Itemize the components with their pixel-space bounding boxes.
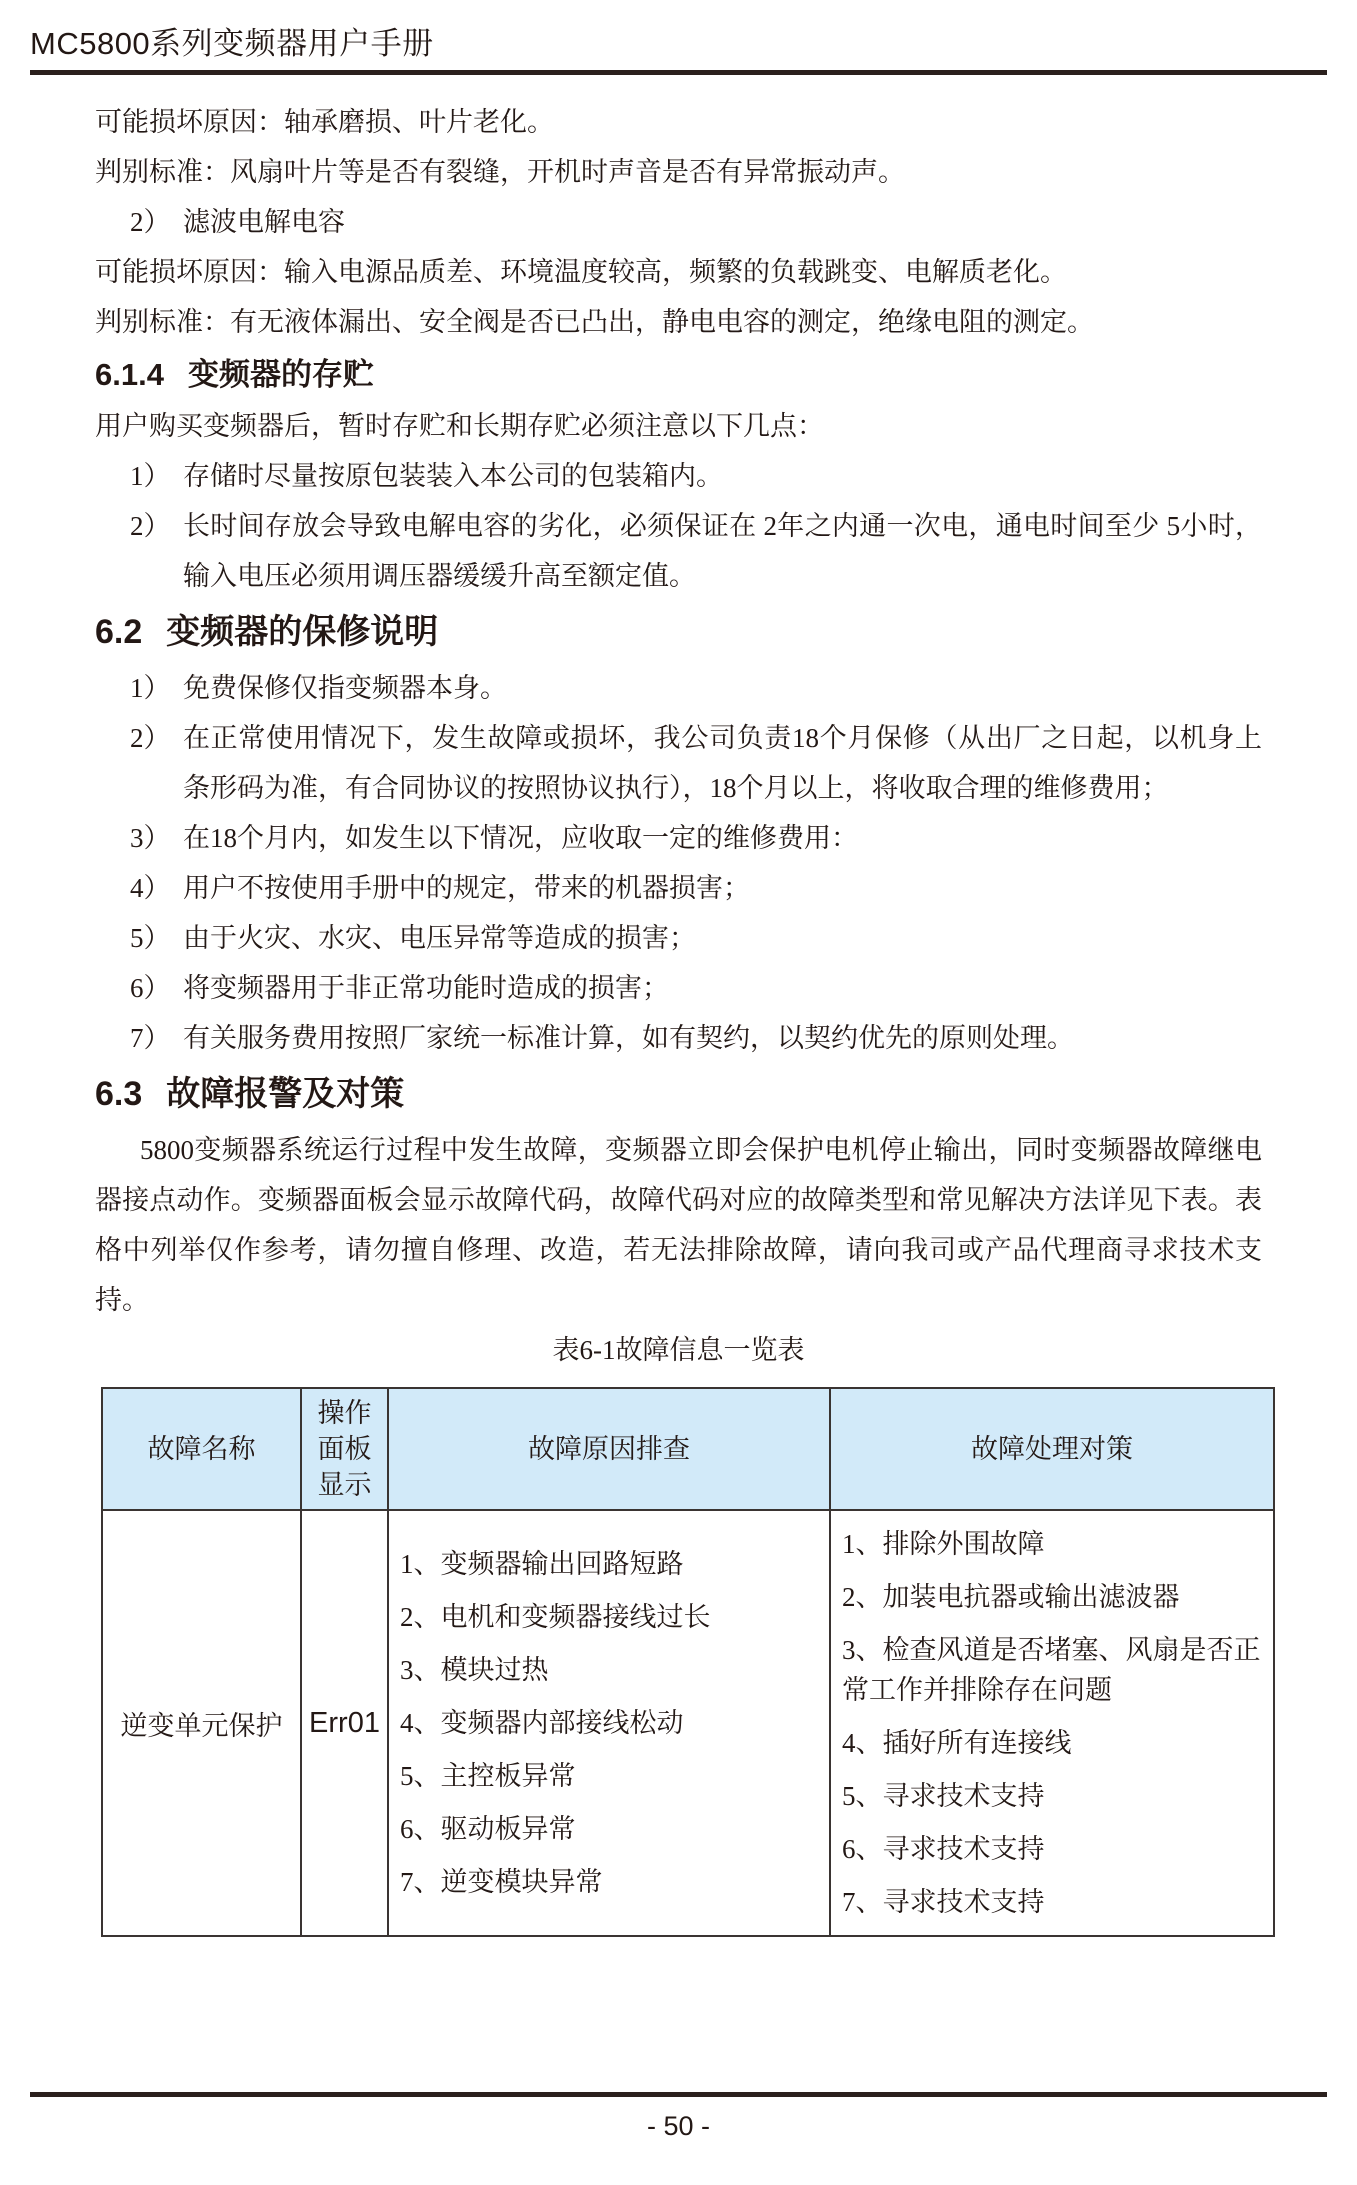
header-rule	[30, 70, 1327, 75]
list-item-warranty-5	[130, 913, 1262, 963]
list-item-number: 1）	[130, 461, 171, 491]
column-header-countermeasure: 故障处理对策	[830, 1388, 1274, 1510]
section-title: 故障报警及对策	[166, 1075, 405, 1113]
page-header	[0, 0, 1357, 64]
list-item-text: 长时间存放会导致电解电容的劣化，必须保证在 2年之内通一次电，通电时间至少 5小时，输入电压必须用调压器缓缓升高至额定值。	[183, 511, 1262, 591]
solution-item: 2、加装电抗器或输出滤波器	[842, 1582, 1180, 1612]
list-item-number: 6）	[130, 973, 171, 1003]
list-item-text: 滤波电解电容	[183, 207, 345, 237]
solution-item: 7、寻求技术支持	[842, 1887, 1045, 1917]
cause-item: 6、驱动板异常	[400, 1814, 576, 1844]
section-heading-6-1-4	[95, 355, 1262, 395]
list-item-warranty-1	[130, 663, 1262, 713]
solution-item: 6、寻求技术支持	[842, 1834, 1045, 1864]
list-item-storage-2	[130, 501, 1262, 601]
list-item-text: 在18个月内，如发生以下情况，应收取一定的维修费用：	[183, 823, 858, 853]
list-item-warranty-4	[130, 863, 1262, 913]
solution-item: 3、检查风道是否堵塞、风扇是否正常工作并排除存在问题	[842, 1635, 1261, 1705]
table-caption: 表6-1故障信息一览表	[552, 1335, 805, 1365]
section-title: 变频器的存贮	[187, 357, 374, 392]
cell-panel-display: Err01	[301, 1510, 388, 1936]
list-item-text: 存储时尽量按原包装装入本公司的包装箱内。	[183, 461, 723, 491]
list-item-warranty-6	[130, 963, 1262, 1013]
section-heading-6-2	[95, 609, 1262, 655]
fault-table-body	[102, 1510, 1274, 1936]
list-item-text: 在正常使用情况下，发生故障或损坏，我公司负责18个月保修（从出厂之日起，以机身上条形码为准，有合同协议的按照协议执行），18个月以上，将收取合理的维修费用；	[183, 723, 1262, 803]
cause-item: 7、逆变模块异常	[400, 1867, 603, 1897]
cause-item: 5、主控板异常	[400, 1761, 576, 1791]
column-header-cause-check: 故障原因排查	[388, 1388, 830, 1510]
list-item-text: 有关服务费用按照厂家统一标准计算，如有契约，以契约优先的原则处理。	[183, 1023, 1074, 1053]
section-heading-6-3	[95, 1071, 1262, 1117]
section-title: 变频器的保修说明	[166, 613, 439, 651]
section-number: 6.2	[95, 613, 143, 651]
list-item-number: 2）	[130, 207, 171, 237]
list-item-number: 5）	[130, 923, 171, 953]
section-number: 6.1.4	[95, 357, 164, 392]
list-item-warranty-2	[130, 713, 1262, 813]
cell-fault-name: 逆变单元保护	[102, 1510, 301, 1936]
solution-item: 5、寻求技术支持	[842, 1781, 1045, 1811]
list-item-number: 2）	[130, 511, 171, 541]
list-item-filter-capacitor	[130, 197, 1262, 247]
list-item-text: 免费保修仅指变频器本身。	[183, 673, 507, 703]
cause-item: 1、变频器输出回路短路	[400, 1549, 684, 1579]
paragraph-capacitor-damage-cause: 可能损坏原因：输入电源品质差、环境温度较高，频繁的负载跳变、电解质老化。	[95, 257, 1067, 287]
paragraph-fan-criteria: 判别标准：风扇叶片等是否有裂缝，开机时声音是否有异常振动声。	[95, 157, 905, 187]
page-title: MC5800系列变频器用户手册	[30, 26, 434, 61]
page-number: - 50 -	[646, 2111, 711, 2141]
solution-item: 1、排除外围故障	[842, 1529, 1045, 1559]
paragraph-storage-intro: 用户购买变频器后，暂时存贮和长期存贮必须注意以下几点：	[95, 411, 824, 441]
fault-info-table	[101, 1387, 1275, 1937]
paragraph-capacitor-criteria: 判别标准：有无液体漏出、安全阀是否已凸出，静电电容的测定，绝缘电阻的测定。	[95, 307, 1094, 337]
table-row	[102, 1510, 1274, 1936]
list-item-number: 3）	[130, 823, 171, 853]
cause-list	[390, 1532, 828, 1914]
column-header-panel-display: 操作面板显示	[301, 1388, 388, 1510]
cell-cause-list	[388, 1510, 830, 1936]
section-number: 6.3	[95, 1075, 143, 1113]
list-item-warranty-7	[130, 1013, 1262, 1063]
list-item-number: 1）	[130, 673, 171, 703]
list-item-number: 7）	[130, 1023, 171, 1053]
list-item-number: 4）	[130, 873, 171, 903]
solution-list	[832, 1512, 1272, 1934]
page-footer	[30, 2092, 1327, 2185]
page-content	[95, 97, 1262, 1937]
list-item-number: 2）	[130, 723, 171, 753]
paragraph-fan-damage-cause: 可能损坏原因：轴承磨损、叶片老化。	[95, 107, 554, 137]
table-header-row	[102, 1388, 1274, 1510]
column-header-fault-name: 故障名称	[102, 1388, 301, 1510]
list-item-text: 将变频器用于非正常功能时造成的损害；	[183, 973, 669, 1003]
solution-item: 4、插好所有连接线	[842, 1728, 1072, 1758]
list-item-text: 用户不按使用手册中的规定，带来的机器损害；	[183, 873, 750, 903]
list-item-text: 由于火灾、水灾、电压异常等造成的损害；	[183, 923, 696, 953]
cause-item: 2、电机和变频器接线过长	[400, 1602, 711, 1632]
cause-item: 4、变频器内部接线松动	[400, 1708, 684, 1738]
cause-item: 3、模块过热	[400, 1655, 549, 1685]
fault-table-head	[102, 1388, 1274, 1510]
list-item-storage-1	[130, 451, 1262, 501]
paragraph-fault-intro: 5800变频器系统运行过程中发生故障，变频器立即会保护电机停止输出，同时变频器故障继电器接点动作。变频器面板会显示故障代码，故障代码对应的故障类型和常见解决方法详见下表。表格中列举仅作参考，请勿擅自修理、改造，若无法排除故障，请向我司或产品代理商寻求技术支持。	[95, 1135, 1262, 1315]
cell-solution-list	[830, 1510, 1274, 1936]
list-item-warranty-3	[130, 813, 1262, 863]
